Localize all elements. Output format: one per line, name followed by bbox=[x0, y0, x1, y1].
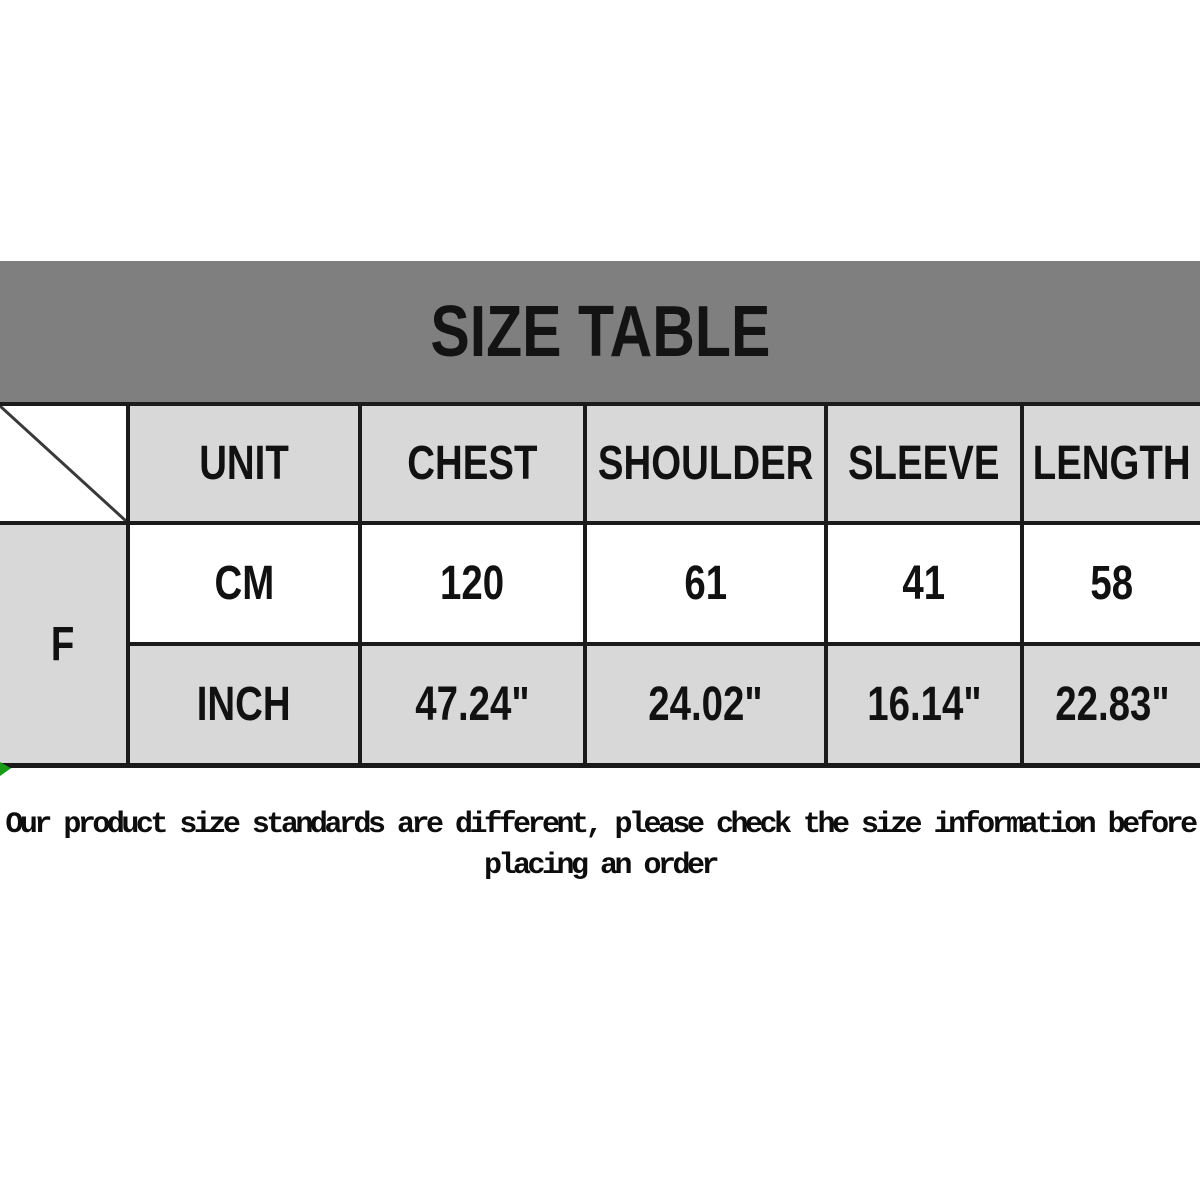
cm-length-cell bbox=[1024, 525, 1200, 642]
inch-unit-cell bbox=[130, 646, 358, 763]
header-unit-label: UNIT bbox=[199, 437, 289, 490]
inch-chest-cell bbox=[362, 646, 583, 763]
corner-cell bbox=[0, 406, 126, 521]
page-title: SIZE TABLE bbox=[429, 291, 771, 372]
header-length-label: LENGTH bbox=[1033, 437, 1191, 490]
cm-chest-value: 120 bbox=[440, 557, 505, 610]
size-note bbox=[0, 805, 1200, 887]
cm-shoulder-value: 61 bbox=[684, 557, 727, 610]
cm-unit-value: CM bbox=[214, 557, 274, 610]
inch-shoulder-value: 24.02" bbox=[648, 678, 763, 731]
header-chest-label: CHEST bbox=[407, 437, 538, 490]
size-table bbox=[0, 402, 1200, 768]
row-label-f: F bbox=[51, 617, 75, 671]
header-sleeve bbox=[828, 406, 1020, 521]
header-length bbox=[1024, 406, 1200, 521]
inch-sleeve-cell bbox=[828, 646, 1020, 763]
inch-sleeve-value: 16.14" bbox=[866, 678, 982, 731]
size-note-line2: placing an order bbox=[483, 849, 717, 883]
banner bbox=[0, 261, 1200, 402]
inch-chest-value: 47.24" bbox=[415, 678, 530, 731]
header-shoulder bbox=[587, 406, 824, 521]
inch-length-value: 22.83" bbox=[1054, 678, 1170, 731]
diagonal-line-icon bbox=[0, 406, 126, 521]
cm-unit-cell bbox=[130, 525, 358, 642]
cm-sleeve-cell bbox=[828, 525, 1020, 642]
header-chest bbox=[362, 406, 583, 521]
inch-length-cell bbox=[1024, 646, 1200, 763]
cm-sleeve-value: 41 bbox=[902, 557, 946, 610]
size-note-line1: Our product size standards are different, please check the size information before bbox=[5, 808, 1195, 842]
header-sleeve-label: SLEEVE bbox=[848, 437, 1000, 490]
inch-unit-value: INCH bbox=[197, 678, 291, 731]
row-label-f-cell bbox=[0, 525, 126, 763]
cm-shoulder-cell bbox=[587, 525, 824, 642]
cm-chest-cell bbox=[362, 525, 583, 642]
header-shoulder-label: SHOULDER bbox=[597, 437, 814, 490]
header-unit bbox=[130, 406, 358, 521]
cm-length-value: 58 bbox=[1090, 557, 1134, 610]
inch-shoulder-cell bbox=[587, 646, 824, 763]
